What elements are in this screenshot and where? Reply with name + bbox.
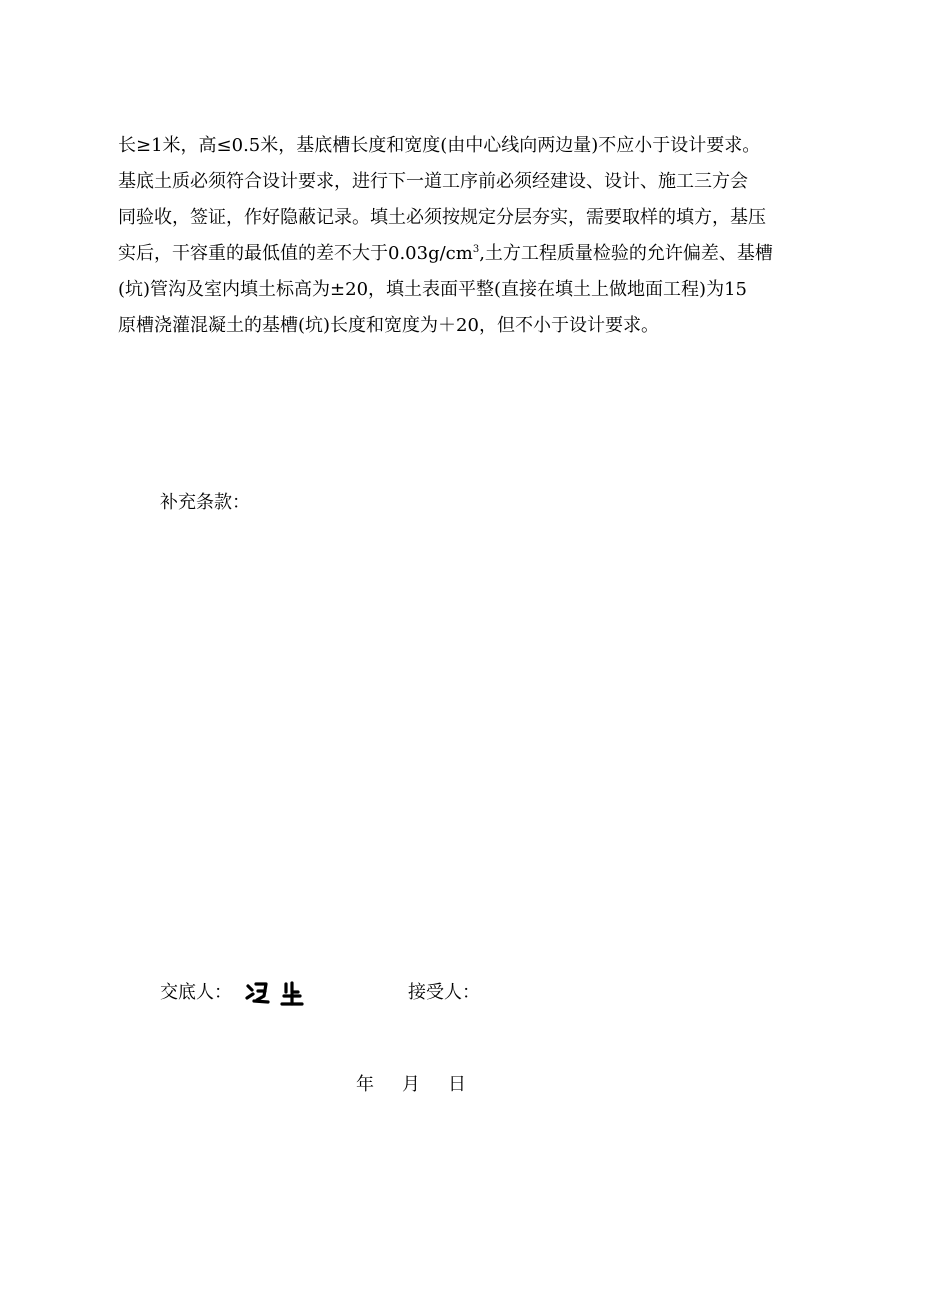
text-segment: ,土方工程质量检验的允许偏差、基槽 [479,243,773,264]
date-year: 年 [356,1074,374,1095]
text-line: (坑)管沟及室内填土标高为±20，填土表面平整(直接在填土上做地面工程)为15 [118,279,747,300]
text-line: 同验收，签证，作好隐蔽记录。填土必须按规定分层夯实，需要取样的填方，基压 [118,207,766,228]
date-line [356,1070,494,1100]
text-line: 长≥1米，高≤0.5米，基底槽长度和宽度(由中心线向两边量)不应小于设计要求。 [118,135,761,156]
receiver-label: 接受人： [408,982,480,1003]
construction-requirements-paragraph [118,128,834,344]
text-line: 原槽浇灌混凝土的基槽(坑)长度和宽度为＋20，但不小于设计要求。 [118,315,659,336]
supplement-clause-label: 补充条款： [160,492,250,513]
text-segment: 实后，干容重的最低值的差不大于0.03g/cm [118,243,473,264]
handover-label: 交底人： [160,982,232,1003]
date-month: 月 [402,1074,420,1095]
date-day: 日 [448,1074,466,1095]
text-line: 基底土质必须符合设计要求，进行下一道工序前必须经建设、设计、施工三方会 [118,171,748,192]
text-line [118,236,834,272]
superscript: 3 [472,244,480,255]
handwritten-signature [244,976,304,1010]
signoff-row [160,976,760,1010]
